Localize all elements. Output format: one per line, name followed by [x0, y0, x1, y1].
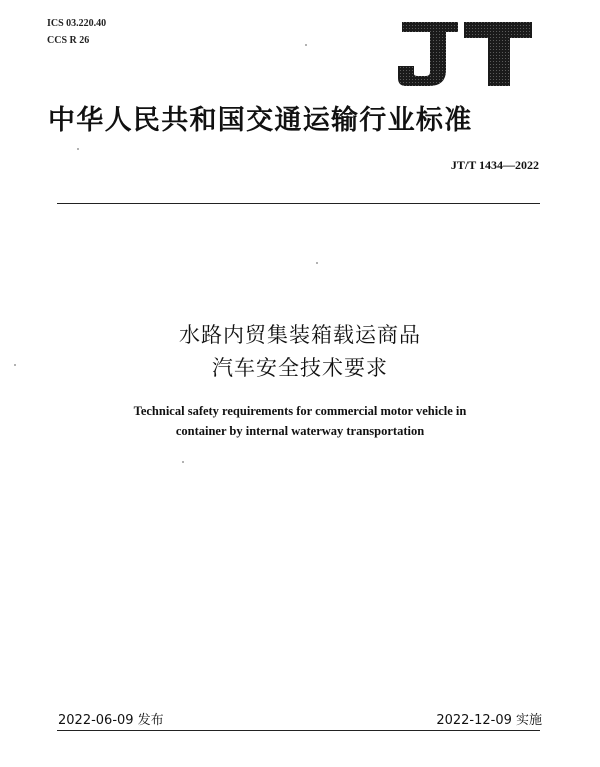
title-en-line1: Technical safety requirements for commercial motor vehicle in [133, 404, 467, 418]
ics-code: ICS 03.220.40 [47, 18, 107, 29]
logo-text: JT [466, 78, 468, 79]
scan-speck [182, 461, 184, 463]
classification-codes [47, 15, 106, 49]
publish-date: 2022-06-09 发布 [58, 713, 164, 728]
scan-speck [14, 364, 16, 366]
jt-logo [396, 18, 534, 90]
standard-number: JT/T 1434—2022 [450, 158, 539, 172]
ccs-code: CCS R 26 [47, 35, 90, 46]
title-en-line2: container by internal waterway transportation [175, 424, 425, 438]
implementation-date: 2022-12-09 实施 [436, 713, 542, 728]
scan-speck [316, 262, 318, 264]
scan-speck [77, 148, 79, 150]
standard-category: 中华人民共和国交通运输行业标准 [48, 105, 473, 136]
top-divider [57, 203, 540, 204]
jt-logo-graphic [396, 18, 534, 90]
title-cn-line2: 汽车安全技术要求 [212, 356, 388, 380]
bottom-divider [57, 730, 540, 731]
title-cn-line1: 水路内贸集装箱载运商品 [179, 323, 421, 347]
scan-speck [305, 44, 307, 46]
